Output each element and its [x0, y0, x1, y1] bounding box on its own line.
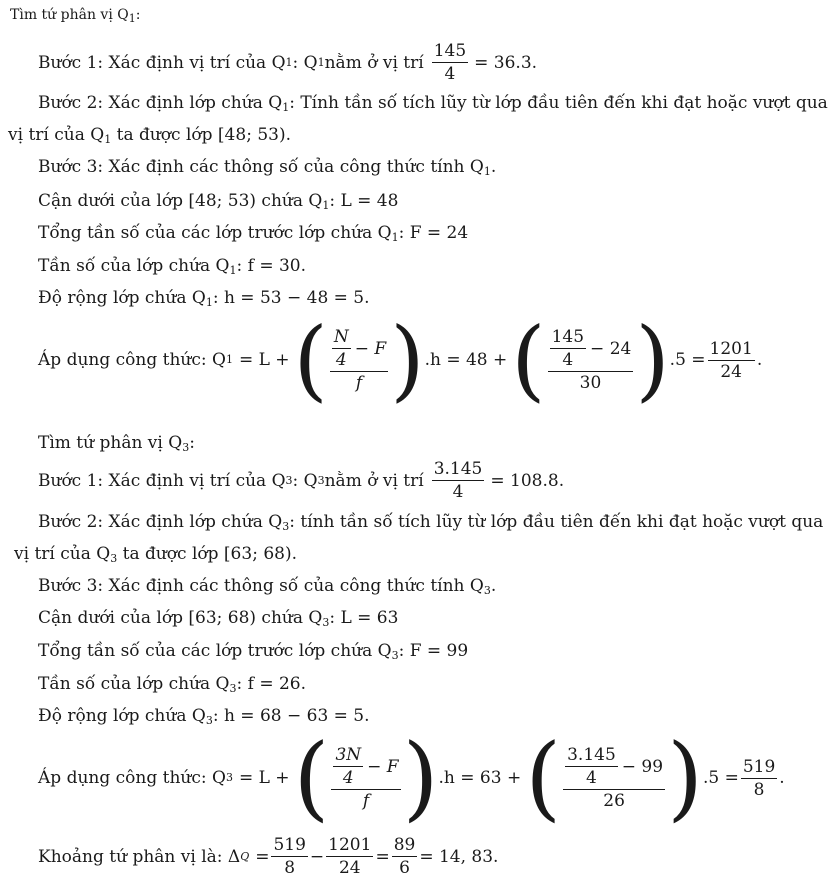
- iqr-minus: −: [309, 846, 325, 867]
- q3-step1-pos: nằm ở vị trí: [324, 470, 424, 491]
- iqr-eq2: =: [375, 846, 390, 867]
- q1-value-den: 30: [579, 373, 602, 393]
- iqr-line: Khoảng tứ phân vị là: Δ Q = $\frac{519}{8}$ − $\frac{1201}{24}$ = $\frac{89}{6}$ = 14, 83.: [38, 835, 499, 878]
- q3-step3-end: .: [490, 576, 497, 596]
- q3-value-4: 4: [586, 768, 597, 788]
- q1-step3-end: .: [490, 157, 497, 177]
- q1-formula-4: 4: [335, 350, 347, 370]
- iqr-frac-b: [326, 834, 373, 879]
- q1-formula-N: N: [333, 327, 349, 347]
- q1-result-frac: [708, 338, 755, 383]
- q1-freq-text: Tần số của lớp chứa Q: [38, 256, 230, 276]
- q3-apply-eq: = L +: [238, 768, 290, 788]
- q1-step1-result: = 36.3.: [474, 52, 538, 73]
- q1-lower-value: : L = 48: [329, 191, 399, 211]
- q3-step1: Bước 1: Xác định vị trí của Q 3 : Q 3 nằm ở vị trí $\frac{3.145}{4}$ = 108.8.: [38, 459, 565, 502]
- iqr-a-num: 519: [273, 835, 306, 855]
- q1-step1-pos: nằm ở vị trí: [324, 52, 424, 73]
- q3-step2-cont-text: vị trí của Q: [14, 544, 111, 564]
- q1-sumf-value: : F = 24: [398, 223, 469, 243]
- iqr-c-den: 6: [399, 858, 410, 878]
- q3-formula-3N: 3N: [335, 745, 362, 765]
- q1-step2: Bước 2: Xác định lớp chứa $Q_1$: Tính tần số tích lũy từ lớp đầu tiên đến khi đạt hoặc vượt qua: [38, 93, 828, 114]
- q3-lower-text: Cận dưới của lớp [63; 68) chứa Q: [38, 608, 323, 628]
- q1-step1-num: 145: [433, 41, 467, 61]
- q3-sumf-value: : F = 99: [398, 641, 469, 661]
- q1-value-4: 4: [562, 350, 574, 370]
- q3-apply-5: .5 =: [702, 768, 739, 788]
- q1-lower-bound: Cận dưới của lớp [48; 53) chứa $Q_1$: L = 48: [38, 191, 399, 212]
- iqr-a-den: 8: [284, 858, 296, 878]
- iqr-eq: =: [255, 846, 270, 867]
- q1-formula-frac: [330, 326, 388, 394]
- q3-apply-text: Áp dụng công thức: Q: [38, 768, 226, 788]
- q1-width-text: Độ rộng lớp chứa Q: [38, 288, 206, 308]
- q3-formula-frac: [331, 744, 400, 812]
- q3-step2-class: ta được lớp [63; 68).: [117, 544, 297, 564]
- q3-lparen2: (: [525, 724, 562, 831]
- q1-class-width: Độ rộng lớp chứa $Q_1$: h = 53 − 48 = 5.: [38, 288, 370, 309]
- q3-step3: Bước 3: Xác định các thông số của công thức tính $Q_3$.: [38, 576, 497, 597]
- iqr-c-num: 89: [393, 835, 416, 855]
- q3-rparen: ): [402, 724, 439, 831]
- q1-heading-sub: 1: [128, 12, 136, 25]
- q1-formula-minus-F: − F: [354, 338, 387, 359]
- q1-result-num: 1201: [709, 338, 753, 359]
- q3-step1-result: = 108.8.: [490, 470, 565, 491]
- q1-formula-num: [330, 326, 388, 372]
- q3-heading-text: Tìm tứ phân vị Q: [38, 433, 183, 453]
- q3-heading-sub: 3: [182, 441, 190, 454]
- q3-step1-text: Bước 1: Xác định vị trí của Q: [38, 470, 286, 491]
- q3-step2-cont: vị trí của $Q_3$ ta được lớp [63; 68).: [14, 544, 297, 565]
- q3-step1-num: 3.145: [433, 459, 483, 479]
- q1-width-value: : h = 53 − 48 = 5.: [212, 288, 370, 308]
- q3-apply-h: .h = 63 +: [438, 768, 522, 788]
- q1-step1-frac: [432, 40, 468, 85]
- q3-lower-value: : L = 63: [329, 608, 399, 628]
- q1-sum-freq: Tổng tần số của các lớp trước lớp chứa $Q_1$: F = 24: [38, 223, 469, 244]
- iqr-frac-c: [392, 834, 418, 879]
- q3-formula-num: [331, 744, 400, 790]
- q3-class-freq: Tần số của lớp chứa $Q_3$: f = 26.: [38, 674, 307, 695]
- q1-freq-value: : f = 30.: [236, 256, 307, 276]
- q1-step1-q: : Q: [292, 52, 318, 73]
- q1-value-inner: [550, 326, 586, 371]
- q1-step2-class: ta được lớp [48; 53).: [111, 125, 291, 145]
- q3-formula-4: 4: [342, 768, 354, 788]
- q3-result-num: 519: [742, 756, 776, 777]
- q1-apply-5: .5 =: [669, 350, 706, 370]
- iqr-b-num: 1201: [328, 835, 372, 855]
- q3-result-den: 8: [753, 779, 765, 800]
- q3-step2-rest: : tính tần số tích lũy từ lớp đầu tiên đến khi đạt hoặc vượt qua: [289, 512, 824, 532]
- q1-step1: Bước 1: Xác định vị trí của Q 1 : Q 1 nằm ở vị trí $\frac{145}{4}$ = 36.3.: [38, 41, 538, 84]
- iqr-label: Khoảng tứ phân vị là: Δ: [38, 846, 241, 867]
- q3-value-num: [563, 744, 665, 790]
- q1-step3: Bước 3: Xác định các thông số của công thức tính $Q_1$.: [38, 157, 497, 178]
- q1-lparen2: (: [511, 308, 546, 411]
- q1-rparen: ): [390, 308, 425, 411]
- q1-step2-text: Bước 2: Xác định lớp chứa Q: [38, 93, 283, 113]
- q3-lower-bound: Cận dưới của lớp [63; 68) chứa $Q_3$: L = 63: [38, 608, 399, 629]
- q3-freq-text: Tần số của lớp chứa Q: [38, 674, 230, 694]
- q1-formula: Áp dụng công thức: Q 1 = L + ( $\frac{N}{4}$ − F f ) .h = 48 + ( $\frac{145}{4}$ − 24 30 ) .5 = $\frac{1201}{24}$ .: [38, 308, 763, 411]
- q1-value-145: 145: [551, 327, 585, 347]
- q3-sumf-text: Tổng tần số của các lớp trước lớp chứa Q: [38, 641, 392, 661]
- q1-rparen2: ): [635, 308, 670, 411]
- q3-width-value: : h = 68 − 63 = 5.: [212, 706, 370, 726]
- iqr-result: = 14, 83.: [419, 846, 499, 867]
- q1-result-end: .: [756, 350, 763, 370]
- q3-heading: Tìm tứ phân vị $Q_3$:: [38, 433, 195, 454]
- q1-value-num: [548, 326, 634, 372]
- q3-value-frac: [563, 744, 665, 812]
- iqr-b-den: 24: [338, 858, 361, 878]
- q1-value-frac: [548, 326, 634, 394]
- q3-freq-value: : f = 26.: [236, 674, 307, 694]
- q1-formula-f: f: [355, 373, 363, 393]
- q3-result-frac: [741, 756, 777, 801]
- q3-step3-text: Bước 3: Xác định các thông số của công thức tính Q: [38, 576, 484, 596]
- q1-lparen: (: [293, 308, 328, 411]
- q3-rparen2: ): [667, 724, 703, 831]
- q1-heading-text: Tìm tứ phân vị Q: [10, 7, 129, 23]
- q1-lower-text: Cận dưới của lớp [48; 53) chứa Q: [38, 191, 323, 211]
- q1-formula-inner: [332, 326, 351, 371]
- q3-step2-text: Bước 2: Xác định lớp chứa Q: [38, 512, 283, 532]
- q1-value-minus: − 24: [590, 338, 632, 359]
- q3-step1-q: : Q: [292, 470, 318, 491]
- q3-step1-den: 4: [452, 482, 464, 502]
- q3-lparen: (: [293, 724, 330, 831]
- q3-value-minus: − 99: [621, 756, 664, 777]
- q1-step2-cont-text: vị trí của Q: [8, 125, 105, 145]
- q1-apply-text: Áp dụng công thức: Q: [38, 350, 226, 370]
- q3-result-end: .: [779, 768, 785, 788]
- q1-step2-rest: : Tính tần số tích lũy từ lớp đầu tiên đến khi đạt hoặc vượt qua: [289, 93, 828, 113]
- q1-step3-text: Bước 3: Xác định các thông số của công thức tính Q: [38, 157, 484, 177]
- q3-value-inner: [565, 744, 618, 789]
- q3-formula-f: f: [362, 791, 370, 811]
- q1-heading: Tìm tứ phân vị $Q_1$:: [10, 7, 141, 25]
- q1-class-freq: Tần số của lớp chứa $Q_1$: f = 30.: [38, 256, 307, 277]
- q1-step1-den: 4: [444, 64, 456, 84]
- iqr-frac-a: [271, 834, 307, 879]
- q1-apply-eq: = L +: [238, 350, 290, 370]
- q3-value-den: 26: [603, 791, 625, 811]
- q1-result-den: 24: [720, 361, 742, 382]
- q3-width-text: Độ rộng lớp chứa Q: [38, 706, 206, 726]
- q3-step2: Bước 2: Xác định lớp chứa $Q_3$: tính tần số tích lũy từ lớp đầu tiên đến khi đạt hoặc vượt qua: [38, 512, 824, 533]
- q1-sumf-text: Tổng tần số của các lớp trước lớp chứa Q: [38, 223, 392, 243]
- q1-step1-text: Bước 1: Xác định vị trí của Q: [38, 52, 286, 73]
- q1-apply-h: .h = 48 +: [424, 350, 508, 370]
- q3-class-width: Độ rộng lớp chứa $Q_3$: h = 68 − 63 = 5.: [38, 706, 370, 727]
- q3-step1-frac: [432, 458, 485, 503]
- q3-formula-minus-F: − F: [367, 756, 399, 777]
- q1-step2-cont: vị trí của $Q_1$ ta được lớp [48; 53).: [8, 125, 291, 146]
- q3-value-3145: 3.145: [567, 745, 616, 765]
- q3-formula: Áp dụng công thức: Q 3 = L + ( $\frac{3N}{4}$ − F f ) .h = 63 + ( $\frac{3.145}{4}$ − 99 26 ) .5 = $\frac{519}{8}$ .: [38, 724, 785, 831]
- q3-sum-freq: Tổng tần số của các lớp trước lớp chứa $Q_3$: F = 99: [38, 641, 469, 662]
- q3-formula-inner: [333, 744, 363, 789]
